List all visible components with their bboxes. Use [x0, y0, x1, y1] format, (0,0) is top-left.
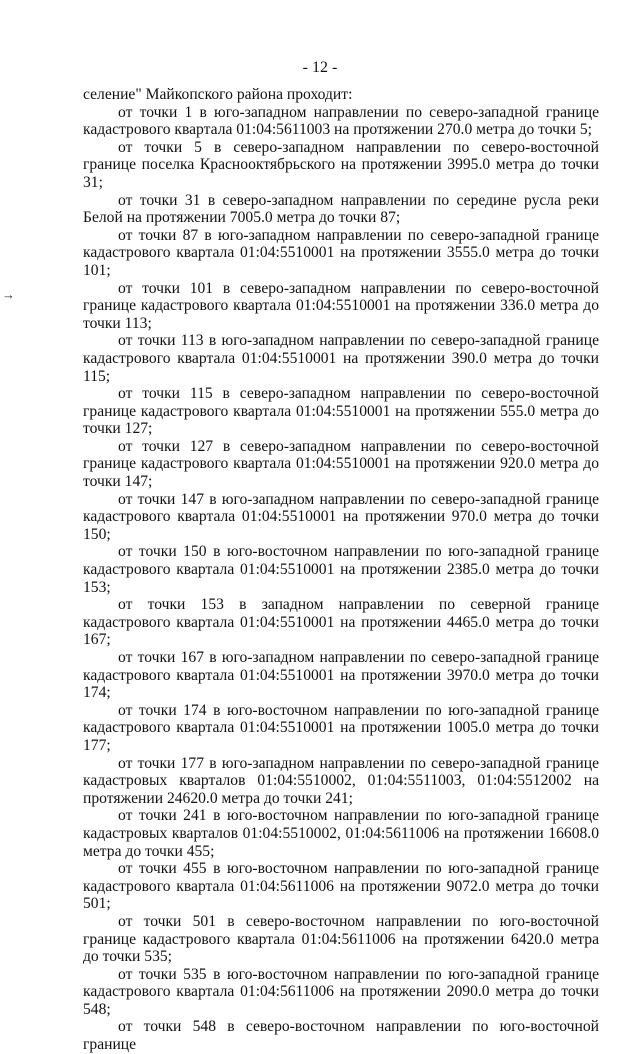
boundary-segment-2: от точки 5 в северо-западном направлении по северо-восточной границе поселка Краснооктябрьского на протяжении 3995.0 метра до точки 31;: [83, 138, 599, 191]
boundary-segment-17: от точки 501 в северо-восточном направлении по юго-восточной границе кадастрового квартала 01:04:5611006 на протяжении 6420.0 метра до точки 535;: [83, 912, 599, 966]
page-number: - 12 -: [302, 59, 338, 76]
boundary-segment-1: от точки 1 в юго-западном направлении по северо-западной границе кадастрового квартала 01:04:5611003 на протяжении 270.0 метра до точки 5;: [83, 103, 599, 139]
margin-mark: →: [2, 287, 15, 302]
boundary-segment-12: от точки 167 в юго-западном направлении по северо-западной границе кадастрового квартала 01:04:5510001 на протяжении 3970.0 метра до точки 174;: [83, 649, 599, 702]
boundary-segment-15: от точки 241 в юго-восточном направлении по юго-западной границе кадастровых кварталов 01:04:5510002, 01:04:5611006 на протяжении 16608.0 метра до точки 455;: [83, 807, 599, 860]
boundary-segment-14: от точки 177 в юго-западном направлении по северо-западной границе кадастровых кварталов 01:04:5510002, 01:04:5511003, 01:04:5512002 на протяжении 24620.0 метра до точки 241;: [83, 754, 599, 807]
boundary-segment-11: от точки 153 в западном направлении по северной границе кадастрового квартала 01:04:5510001 на протяжении 4465.0 метра до точки 167;: [83, 596, 599, 649]
boundary-segment-16: от точки 455 в юго-восточном направлении по юго-западной границе кадастрового квартала 01:04:5611006 на протяжении 9072.0 метра до точки 501;: [83, 860, 599, 913]
boundary-segment-6: от точки 113 в юго-западном направлении по северо-западной границе кадастрового квартала 01:04:5510001 на протяжении 390.0 метра до точки 115;: [83, 332, 599, 385]
document-body: [83, 86, 599, 1054]
boundary-segment-19: от точки 548 в северо-восточном направлении по юго-восточной границе: [83, 1018, 599, 1054]
boundary-segment-9: от точки 147 в юго-западном направлении по северо-западной границе кадастрового квартала 01:04:5510001 на протяжении 970.0 метра до точки 150;: [83, 490, 599, 543]
boundary-segment-8: от точки 127 в северо-западном направлении по северо-восточной границе кадастрового квартала 01:04:5510001 на протяжении 920.0 метра до точки 147;: [83, 437, 599, 491]
boundary-segment-13: от точки 174 в юго-восточном направлении по юго-западной границе кадастрового квартала 01:04:5510001 на протяжении 1005.0 метра до точки 177;: [83, 701, 599, 754]
lead-line: селение" Майкопского района проходит:: [83, 86, 353, 103]
boundary-segment-5: от точки 101 в северо-западном направлении по северо-восточной границе кадастрового квартала 01:04:5510001 на протяжении 336.0 метра до точки 113;: [83, 279, 599, 332]
boundary-segment-3: от точки 31 в северо-западном направлении по середине русла реки Белой на протяжении 7005.0 метра до точки 87;: [83, 191, 599, 227]
boundary-segment-10: от точки 150 в юго-восточном направлении по юго-западной границе кадастрового квартала 01:04:5510001 на протяжении 2385.0 метра до точки 153;: [83, 543, 599, 596]
boundary-segment-4: от точки 87 в юго-западном направлении по северо-западной границе кадастрового квартала 01:04:5510001 на протяжении 3555.0 метра до точки 101;: [83, 226, 599, 279]
boundary-segment-7: от точки 115 в северо-западном направлении по северо-восточной границе кадастрового квартала 01:04:5510001 на протяжении 555.0 метра до точки 127;: [83, 385, 599, 438]
boundary-segment-18: от точки 535 в юго-восточном направлении по юго-западной границе кадастрового квартала 01:04:5611006 на протяжении 2090.0 метра до точки 548;: [83, 965, 599, 1018]
